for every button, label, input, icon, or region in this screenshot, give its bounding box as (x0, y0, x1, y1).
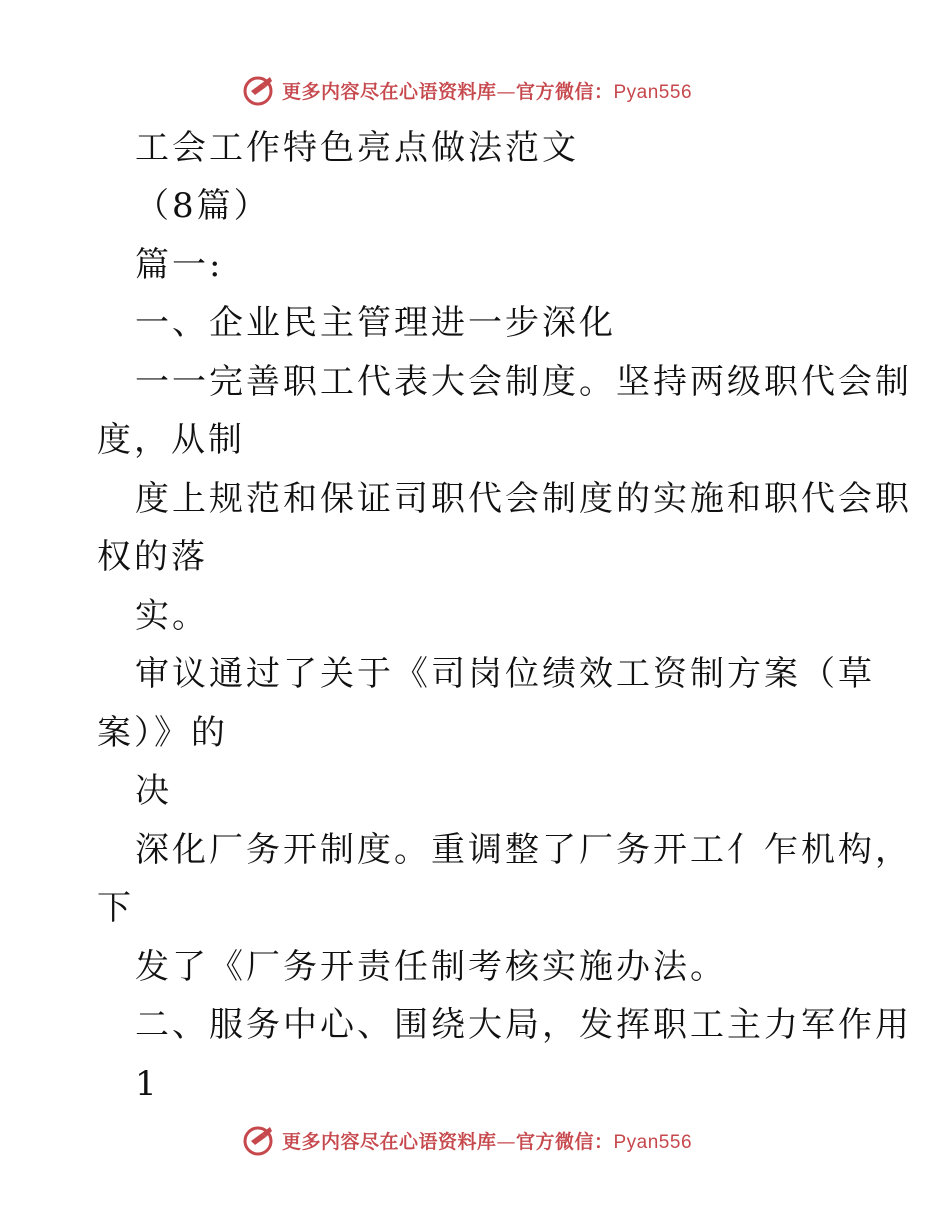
watermark-text: 更多内容尽在心语资料库 (281, 80, 497, 103)
document-title: 工会工作特色亮点做法范文 (135, 128, 579, 168)
paragraph-line: 下 (97, 888, 134, 928)
watermark-wechat-id: Pyan556 (613, 1131, 693, 1153)
watermark-banner-bottom (0, 1120, 950, 1160)
watermark-suffix: 官方微信： (515, 1130, 614, 1153)
page-number: 1 (135, 1064, 160, 1104)
paragraph-line: 一、企业民主管理进一步深化 (135, 303, 616, 343)
paragraph-line: 一一完善职工代表大会制度。坚持两级职代会制 (135, 362, 912, 402)
pen-logo-icon (242, 73, 276, 107)
watermark-separator: — (496, 80, 516, 103)
paragraph-line: 度，从制 (97, 420, 245, 460)
section-heading: 篇一: (135, 245, 224, 285)
paragraph-line: 审议通过了关于《司岗位绩效工资制方案（草 (135, 654, 875, 694)
paragraph-line: 实。 (135, 596, 209, 636)
paragraph-line: 深化厂务开制度。重调整了厂务开工亻乍机构， (135, 830, 912, 870)
paragraph-line: 权的落 (97, 537, 208, 577)
paragraph-line: 发了《厂务开责任制考核实施办法。 (135, 947, 727, 987)
watermark-banner-top (0, 70, 950, 110)
paragraph-line: 度上规范和保证司职代会制度的实施和职代会职 (135, 479, 912, 519)
pen-logo-icon (242, 1123, 276, 1157)
watermark-separator: — (496, 1130, 516, 1153)
document-subtitle: （8篇） (135, 186, 271, 226)
watermark-wechat-id: Pyan556 (613, 81, 693, 103)
watermark-suffix: 官方微信： (515, 80, 614, 103)
watermark-text: 更多内容尽在心语资料库 (281, 1130, 497, 1153)
paragraph-line: 决 (135, 771, 172, 811)
paragraph-line: 二、服务中心、围绕大局，发挥职工主力军作用 (135, 1005, 912, 1045)
paragraph-line: 案）》的 (97, 713, 228, 753)
